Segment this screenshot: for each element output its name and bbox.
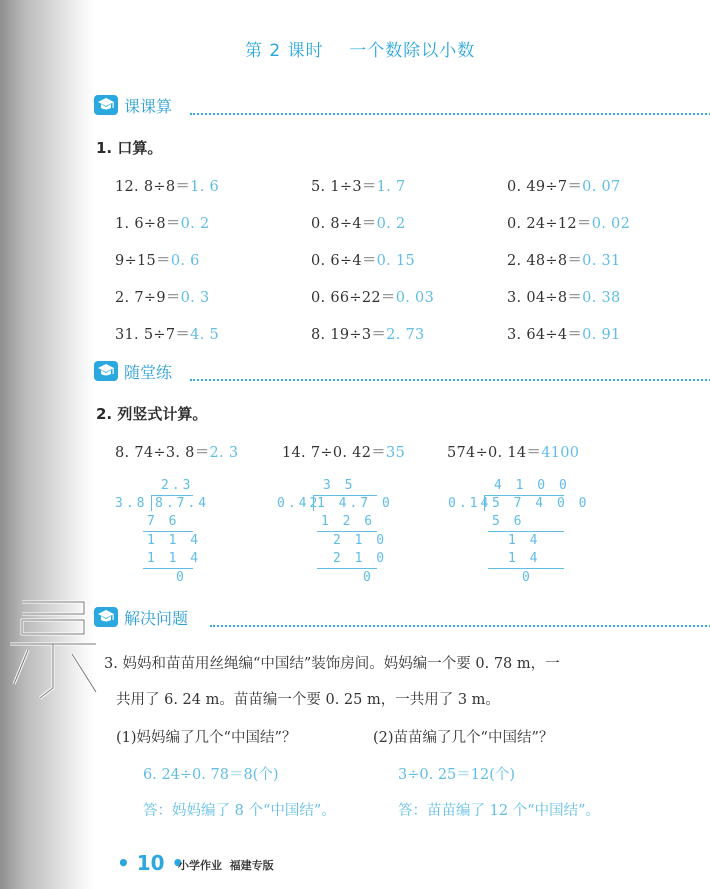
oral-calc-item <box>507 286 621 307</box>
expression: 12. 8÷8＝ <box>115 179 191 195</box>
step-product: 1 2 6 <box>321 514 376 529</box>
expression: 2. 48÷8＝ <box>507 253 583 269</box>
step-product: 1 1 4 <box>147 551 202 566</box>
expression: 0. 24÷12＝ <box>507 216 592 232</box>
dividend: 1 4.7 0 <box>317 496 393 511</box>
oral-calc-item <box>507 175 621 196</box>
oral-calc-item <box>311 286 434 307</box>
quotient: 3 5 <box>323 478 356 493</box>
step-product: 1 4 <box>508 551 541 566</box>
step-line <box>488 531 564 532</box>
dividend: 5 7 4 0 0 <box>492 496 590 511</box>
divisor: 3.8 <box>115 496 148 511</box>
lesson-title: 第 2 课时 一个数除以小数 <box>245 41 476 61</box>
step-line <box>488 568 564 569</box>
expression: 31. 5÷7＝ <box>115 327 191 343</box>
expression: 1. 6÷8＝ <box>115 216 181 232</box>
answer: 0. 3 <box>180 290 210 306</box>
answer-1-statement: 答：妈妈编了 8 个“中国结”。 <box>143 803 336 819</box>
answer: 0. 07 <box>582 179 621 195</box>
dividend: 8.7.4 <box>155 496 210 511</box>
oral-calc-item <box>115 212 210 233</box>
step-line <box>143 568 193 569</box>
question-3-line-1: 3. 妈妈和苗苗用丝绳编“中国结”装饰房间。妈妈编一个要 0. 78 m，一 <box>104 656 560 672</box>
expression: 8. 19÷3＝ <box>311 327 387 343</box>
answer: 0. 31 <box>582 253 621 269</box>
answer: 0. 02 <box>591 216 631 232</box>
step-remainder: 2 1 0 <box>333 533 388 548</box>
book-series-name: 小学作业 福建专版 <box>178 859 274 872</box>
oral-calc-item <box>507 212 630 233</box>
step-remainder: 1 1 4 <box>147 533 202 548</box>
division-bracket <box>151 495 152 511</box>
final-remainder: 0 <box>176 570 187 585</box>
oral-calc-item <box>311 212 406 233</box>
answer: 0. 03 <box>395 290 435 306</box>
step-line <box>317 568 377 569</box>
oral-calc-item <box>311 323 425 344</box>
sub-question-1: (1)妈妈编了几个“中国结”？ <box>116 730 297 746</box>
final-remainder: 0 <box>522 570 533 585</box>
dotted-rule <box>190 113 710 115</box>
answer: 0. 15 <box>376 253 416 269</box>
oral-calc-item <box>115 323 219 344</box>
oral-calc-item <box>115 249 200 270</box>
answer: 2. 73 <box>386 327 425 343</box>
expression: 5. 1÷3＝ <box>311 179 377 195</box>
vertical-calc-equation: 14. 7÷0. 42＝35 <box>282 445 406 461</box>
vertical-calc-equation: 8. 74÷3. 8＝2. 3 <box>115 445 239 461</box>
expression: 0. 49÷7＝ <box>507 179 583 195</box>
sub-question-2: (2)苗苗编了几个“中国结”？ <box>373 730 554 746</box>
vertical-calc-equation: 574÷0. 14＝4100 <box>447 445 580 461</box>
section-label: 解决问题 <box>124 609 189 628</box>
dotted-rule <box>210 625 710 627</box>
final-remainder: 0 <box>363 570 374 585</box>
section-label: 随堂练 <box>124 363 173 382</box>
oral-calc-item <box>507 323 621 344</box>
section-label: 课课算 <box>124 97 173 116</box>
step-line <box>143 531 193 532</box>
answer: 0. 6 <box>170 253 200 269</box>
oral-calc-item <box>115 286 210 307</box>
question-3-line-2: 共用了 6. 24 m。苗苗编一个要 0. 25 m，一共用了 3 m。 <box>116 692 500 708</box>
step-product: 5 6 <box>492 514 525 529</box>
answer: 0. 2 <box>376 216 406 232</box>
expression: 9÷15＝ <box>115 253 171 269</box>
page-number: • 10 • <box>117 851 185 875</box>
answer-2-calc: 3÷0. 25＝12(个) <box>398 767 516 783</box>
question-1-heading: 1. 口算。 <box>96 139 163 157</box>
quotient: 4 1 0 0 <box>494 478 570 493</box>
answer-1-calc: 6. 24÷0. 78＝8(个) <box>143 767 279 783</box>
expression: 3. 64÷4＝ <box>507 327 583 343</box>
dotted-rule <box>190 379 710 381</box>
oral-calc-item <box>311 249 415 270</box>
divisor: 0.42 <box>277 496 321 511</box>
step-product: 7 6 <box>147 514 180 529</box>
expression: 3. 04÷8＝ <box>507 290 583 306</box>
answer: 1. 6 <box>190 179 220 195</box>
quotient: 2.3 <box>161 478 194 493</box>
step-line <box>317 531 377 532</box>
watermark-stamp-logo <box>0 588 100 708</box>
expression: 0. 6÷4＝ <box>311 253 377 269</box>
divisor: 0.14 <box>448 496 492 511</box>
graduation-cap-icon <box>94 361 118 381</box>
answer: 4. 5 <box>190 327 220 343</box>
oral-calc-item <box>311 175 406 196</box>
expression: 0. 66÷22＝ <box>311 290 396 306</box>
answer: 0. 2 <box>180 216 210 232</box>
oral-calc-item <box>115 175 219 196</box>
oral-calc-item <box>507 249 621 270</box>
expression: 0. 8÷4＝ <box>311 216 377 232</box>
step-remainder: 1 4 <box>508 533 541 548</box>
expression: 2. 7÷9＝ <box>115 290 181 306</box>
step-product: 2 1 0 <box>333 551 388 566</box>
answer: 0. 91 <box>582 327 621 343</box>
answer: 1. 7 <box>376 179 406 195</box>
answer: 0. 38 <box>582 290 621 306</box>
question-2-heading: 2. 列竖式计算。 <box>96 405 208 423</box>
graduation-cap-icon <box>94 95 118 115</box>
answer-2-statement: 答：苗苗编了 12 个“中国结”。 <box>398 803 600 819</box>
